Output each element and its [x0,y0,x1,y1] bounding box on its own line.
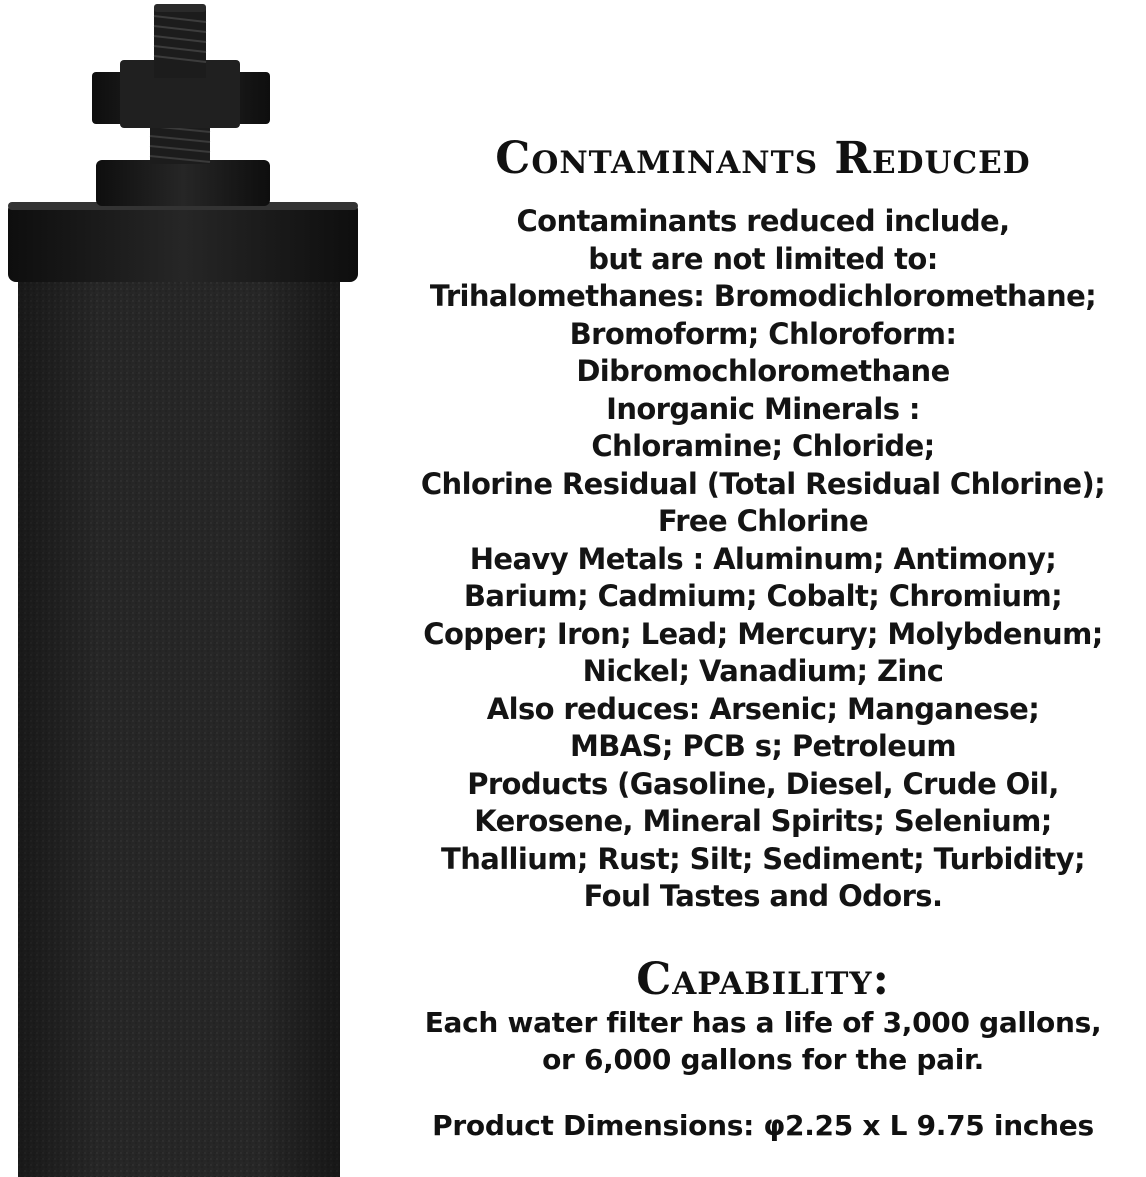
contaminants-line: Trihalomethanes: Bromodichloromethane; [429,279,1097,313]
contaminants-list [380,203,1146,916]
contaminants-line: Inorganic Minerals : [606,391,920,426]
contaminants-line: Heavy Metals : Aluminum; Antimony; [469,541,1057,576]
contaminants-line: Nickel; Vanadium; Zinc [582,654,944,688]
contaminants-heading: Contaminants Reduced [495,133,1031,184]
filter-collar [96,160,270,206]
contaminants-line: Chloramine; Chloride; [591,429,935,463]
contaminants-line: Products (Gasoline, Diesel, Crude Oil, [467,766,1059,801]
contaminants-line: Also reduces: Arsenic; Manganese; [486,691,1040,726]
ceramic-carbon-water-filter-element-icon [0,0,380,1177]
contaminants-line: Bromoform; Chloroform: [569,316,957,351]
contaminants-line: Kerosene, Mineral Spirits; Selenium; [474,804,1052,838]
contaminants-line: MBAS; PCB s; Petroleum [570,729,956,763]
water-filter-image [0,0,380,1177]
capability-heading: Capability: [636,954,890,1005]
product-dimensions: Product Dimensions: φ2.25 x L 9.75 inches [432,1109,1094,1142]
capability-line: Each water filter has a life of 3,000 gallons, [424,1006,1102,1039]
contaminants-line: Thallium; Rust; Silt; Sediment; Turbidity; [441,841,1085,876]
contaminants-line: Chlorine Residual (Total Residual Chlorine); [420,466,1106,501]
contaminants-line: Dibromochloromethane [576,354,950,388]
contaminants-line: Foul Tastes and Odors. [583,879,943,913]
contaminants-line: Free Chlorine [657,504,869,538]
contaminants-line: Barium; Cadmium; Cobalt; Chromium; [463,579,1063,613]
contaminants-line: Copper; Iron; Lead; Mercury; Molybdenum; [423,616,1103,651]
product-info-panel [380,0,1146,1177]
capability-description [380,1004,1146,1078]
filter-cap [8,202,358,282]
contaminants-line: but are not limited to: [588,241,938,276]
contaminants-line: Contaminants reduced include, [516,204,1010,238]
capability-line: or 6,000 gallons for the pair. [542,1043,984,1076]
